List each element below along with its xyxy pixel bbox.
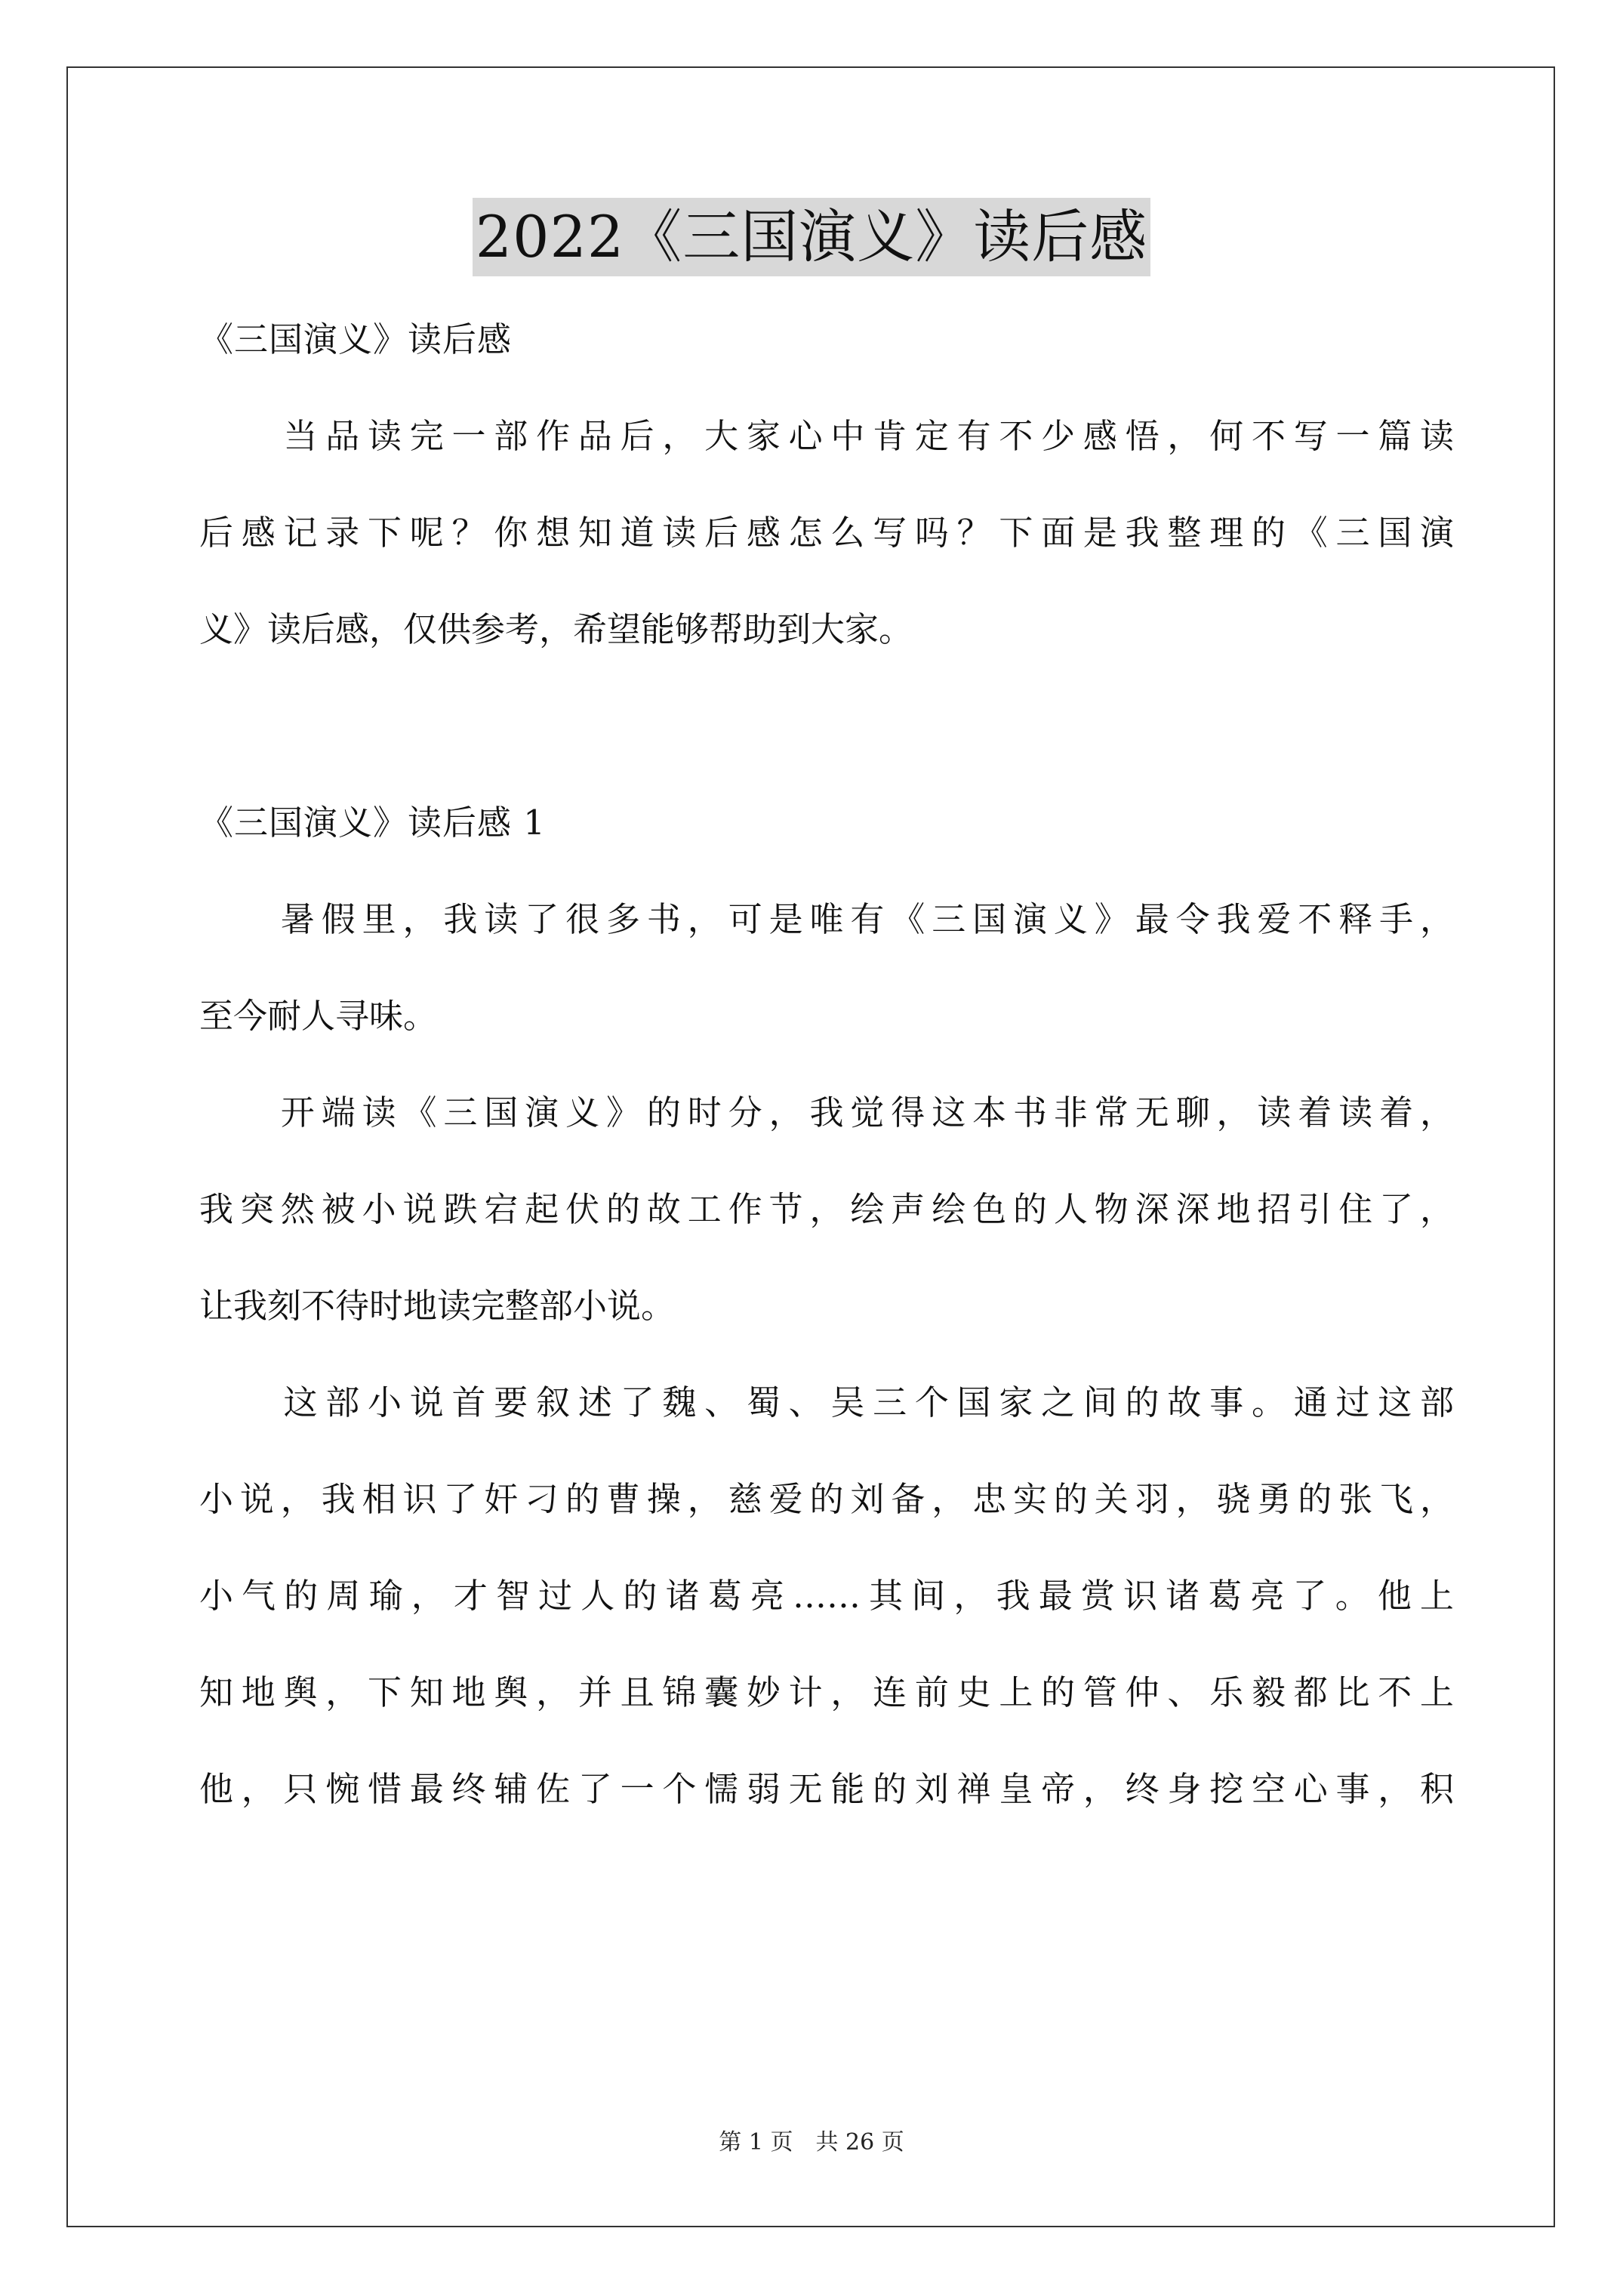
document-title: 2022《三国演义》读后感 bbox=[473, 198, 1150, 276]
page-footer bbox=[0, 2128, 1623, 2158]
paragraph-line: 后感记录下呢？你想知道读后感怎么写吗？下面是我整理的《三国演 bbox=[199, 513, 1454, 553]
paragraph-line: 当品读完一部作品后，大家心中肯定有不少感悟，何不写一篇读 bbox=[199, 416, 1454, 456]
title-container bbox=[0, 198, 1623, 276]
paragraph-line: 他，只惋惜最终辅佐了一个懦弱无能的刘禅皇帝，终身挖空心事，积 bbox=[199, 1769, 1454, 1809]
paragraph-line: 小说，我相识了奸刁的曹操，慈爱的刘备，忠实的关羽，骁勇的张飞， bbox=[199, 1479, 1454, 1519]
section-heading-1: 《三国演义》读后感 1 bbox=[199, 803, 546, 843]
paragraph-line: 知地舆，下知地舆，并且锦囊妙计，连前史上的管仲、乐毅都比不上 bbox=[199, 1672, 1454, 1712]
paragraph-line: 我突然被小说跌宕起伏的故工作节，绘声绘色的人物深深地招引住了， bbox=[199, 1189, 1454, 1229]
paragraph-line: 暑假里，我读了很多书，可是唯有《三国演义》最令我爱不释手， bbox=[199, 899, 1454, 939]
paragraph-line: 开端读《三国演义》的时分，我觉得这本书非常无聊，读着读着， bbox=[199, 1093, 1454, 1133]
paragraph-line: 义》读后感，仅供参考，希望能够帮助到大家。 bbox=[199, 609, 913, 649]
section-heading-intro: 《三国演义》读后感 bbox=[199, 319, 513, 359]
paragraph-line: 这部小说首要叙述了魏、蜀、吴三个国家之间的故事。通过这部 bbox=[199, 1382, 1454, 1422]
paragraph-line: 至今耐人寻味。 bbox=[199, 996, 438, 1036]
page-border bbox=[66, 66, 1555, 2227]
paragraph-line: 让我刻不待时地读完整部小说。 bbox=[199, 1286, 676, 1326]
paragraph-line: 小气的周瑜，才智过人的诸葛亮……其间，我最赏识诸葛亮了。他上 bbox=[199, 1576, 1454, 1616]
page-number: 第 1 页 共 26 页 bbox=[719, 2129, 904, 2156]
